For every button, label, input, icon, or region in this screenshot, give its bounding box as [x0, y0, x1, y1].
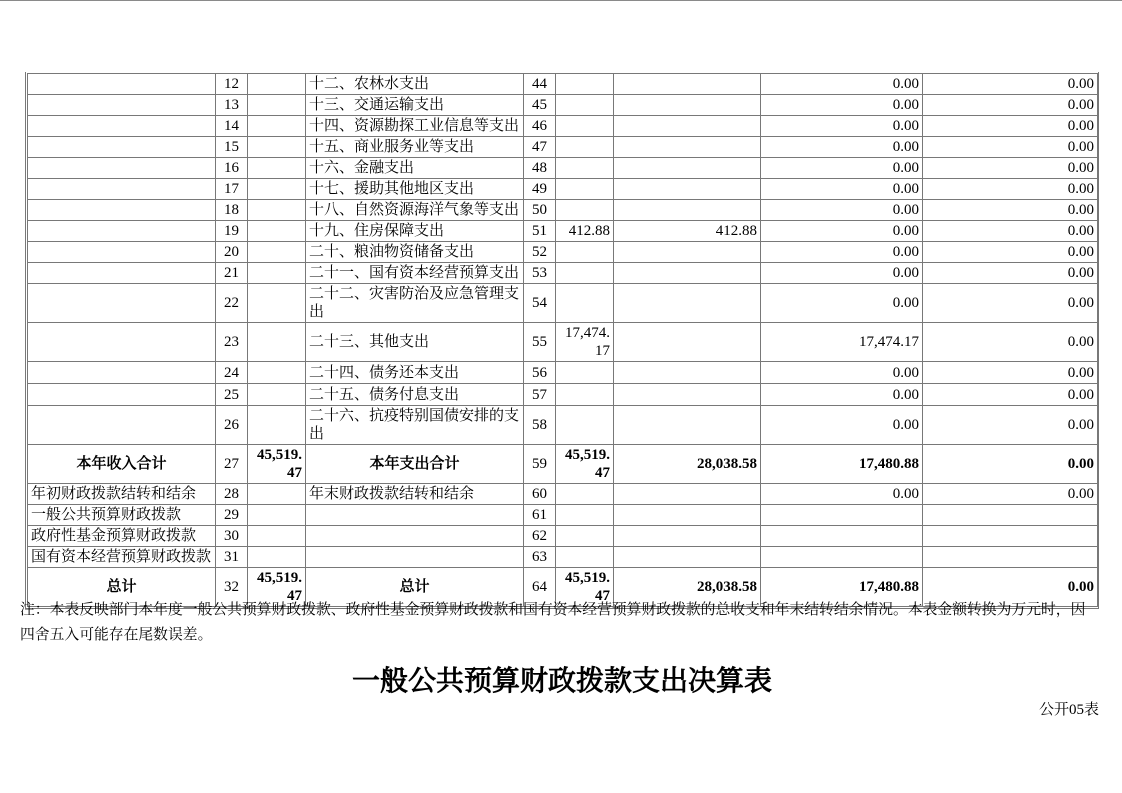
income-name-cell: 年初财政拨款结转和结余 [28, 484, 216, 505]
amount-total-cell [556, 263, 614, 284]
income-amount-cell [248, 362, 306, 384]
amount-total-cell [556, 526, 614, 547]
income-amount-cell [248, 179, 306, 200]
amount-col3-cell: 0.00 [761, 179, 923, 200]
amount-total-cell [556, 179, 614, 200]
income-amount-cell [248, 384, 306, 406]
amount-col2-cell [614, 116, 761, 137]
amount-col3-cell: 17,480.88 [761, 568, 923, 607]
amount-col2-cell [614, 137, 761, 158]
amount-col2-cell [614, 406, 761, 445]
income-name-cell [28, 362, 216, 384]
amount-col2-cell [614, 95, 761, 116]
income-name-cell: 本年收入合计 [28, 445, 216, 484]
expense-line-cell: 47 [524, 137, 556, 158]
amount-col4-cell: 0.00 [923, 242, 1098, 263]
expense-name-cell [306, 505, 524, 526]
expense-name-cell: 十二、农林水支出 [306, 74, 524, 95]
expense-line-cell: 50 [524, 200, 556, 221]
income-line-cell: 26 [216, 406, 248, 445]
amount-col2-cell [614, 547, 761, 568]
amount-col3-cell: 0.00 [761, 263, 923, 284]
amount-col2-cell [614, 323, 761, 362]
income-name-cell [28, 263, 216, 284]
expense-name-cell: 十六、金融支出 [306, 158, 524, 179]
income-amount-cell: 45,519.47 [248, 445, 306, 484]
income-amount-cell [248, 158, 306, 179]
income-name-cell [28, 242, 216, 263]
expense-name-cell: 十八、自然资源海洋气象等支出 [306, 200, 524, 221]
expense-name-cell: 十四、资源勘探工业信息等支出 [306, 116, 524, 137]
income-amount-cell [248, 284, 306, 323]
amount-col3-cell: 0.00 [761, 484, 923, 505]
income-amount-cell [248, 74, 306, 95]
table-row [28, 95, 1098, 116]
table-row [28, 526, 1098, 547]
income-amount-cell [248, 484, 306, 505]
income-name-cell [28, 323, 216, 362]
expense-line-cell: 63 [524, 547, 556, 568]
expense-name-cell: 总计 [306, 568, 524, 607]
budget-table-body [28, 74, 1098, 607]
expense-line-cell: 61 [524, 505, 556, 526]
amount-col2-cell [614, 74, 761, 95]
expense-line-cell: 48 [524, 158, 556, 179]
table-row [28, 547, 1098, 568]
income-name-cell: 一般公共预算财政拨款 [28, 505, 216, 526]
amount-col3-cell: 0.00 [761, 242, 923, 263]
amount-col2-cell: 28,038.58 [614, 568, 761, 607]
table-row [28, 384, 1098, 406]
amount-col4-cell: 0.00 [923, 95, 1098, 116]
income-name-cell [28, 158, 216, 179]
amount-col4-cell [923, 547, 1098, 568]
expense-line-cell: 52 [524, 242, 556, 263]
table-row [28, 505, 1098, 526]
income-amount-cell: 45,519.47 [248, 568, 306, 607]
budget-summary-table [27, 73, 1098, 607]
next-table-title: 一般公共预算财政拨款支出决算表 [351, 666, 772, 697]
table-row [28, 116, 1098, 137]
expense-name-cell: 十九、住房保障支出 [306, 221, 524, 242]
expense-name-cell: 二十六、抗疫特别国债安排的支出 [306, 406, 524, 445]
amount-col2-cell [614, 384, 761, 406]
expense-line-cell: 60 [524, 484, 556, 505]
table-row [28, 179, 1098, 200]
income-line-cell: 32 [216, 568, 248, 607]
amount-col4-cell: 0.00 [923, 179, 1098, 200]
income-line-cell: 16 [216, 158, 248, 179]
amount-col3-cell: 0.00 [761, 74, 923, 95]
amount-col3-cell [761, 547, 923, 568]
expense-name-cell: 二十一、国有资本经营预算支出 [306, 263, 524, 284]
amount-col4-cell: 0.00 [923, 284, 1098, 323]
income-amount-cell [248, 116, 306, 137]
amount-col2-cell: 412.88 [614, 221, 761, 242]
amount-col2-cell [614, 242, 761, 263]
amount-col3-cell [761, 526, 923, 547]
amount-col3-cell: 0.00 [761, 95, 923, 116]
amount-col2-cell [614, 362, 761, 384]
amount-col3-cell: 17,474.17 [761, 323, 923, 362]
income-name-cell: 总计 [28, 568, 216, 607]
amount-total-cell [556, 547, 614, 568]
expense-name-cell: 二十三、其他支出 [306, 323, 524, 362]
income-name-cell [28, 116, 216, 137]
amount-col3-cell: 0.00 [761, 158, 923, 179]
table-row [28, 323, 1098, 362]
amount-col3-cell: 0.00 [761, 284, 923, 323]
expense-name-cell: 二十、粮油物资储备支出 [306, 242, 524, 263]
table-row [28, 74, 1098, 95]
amount-col3-cell: 0.00 [761, 384, 923, 406]
amount-col3-cell [761, 505, 923, 526]
table-row [28, 362, 1098, 384]
income-name-cell: 政府性基金预算财政拨款 [28, 526, 216, 547]
income-name-cell [28, 384, 216, 406]
expense-line-cell: 54 [524, 284, 556, 323]
income-amount-cell [248, 406, 306, 445]
amount-total-cell [556, 242, 614, 263]
income-line-cell: 13 [216, 95, 248, 116]
expense-line-cell: 64 [524, 568, 556, 607]
amount-total-cell: 45,519.47 [556, 568, 614, 607]
amount-col2-cell [614, 505, 761, 526]
income-name-cell [28, 221, 216, 242]
expense-name-cell [306, 526, 524, 547]
amount-col3-cell: 17,480.88 [761, 445, 923, 484]
amount-col2-cell [614, 158, 761, 179]
amount-col4-cell: 0.00 [923, 406, 1098, 445]
table-row [28, 221, 1098, 242]
amount-col4-cell: 0.00 [923, 323, 1098, 362]
amount-col3-cell: 0.00 [761, 200, 923, 221]
income-amount-cell [248, 200, 306, 221]
amount-col4-cell: 0.00 [923, 221, 1098, 242]
budget-table-outer-border [25, 72, 1099, 609]
expense-name-cell: 二十四、债务还本支出 [306, 362, 524, 384]
amount-col4-cell: 0.00 [923, 484, 1098, 505]
expense-name-cell: 年末财政拨款结转和结余 [306, 484, 524, 505]
amount-total-cell [556, 484, 614, 505]
amount-col4-cell: 0.00 [923, 445, 1098, 484]
table-row [28, 284, 1098, 323]
expense-line-cell: 44 [524, 74, 556, 95]
income-amount-cell [248, 505, 306, 526]
amount-col2-cell [614, 284, 761, 323]
income-name-cell [28, 406, 216, 445]
table-note: 注：本表反映部门本年度一般公共预算财政拨款、政府性基金预算财政拨款和国有资本经营预算财政拨款的总收支和年末结转结余情况。本表金额转换为万元时，因四舍五入可能存在尾数误差。 [20, 602, 1086, 643]
amount-col2-cell [614, 526, 761, 547]
income-amount-cell [248, 547, 306, 568]
table-row [28, 263, 1098, 284]
amount-total-cell [556, 384, 614, 406]
amount-total-cell [556, 158, 614, 179]
income-line-cell: 18 [216, 200, 248, 221]
expense-name-cell: 本年支出合计 [306, 445, 524, 484]
income-name-cell [28, 95, 216, 116]
income-amount-cell [248, 221, 306, 242]
income-name-cell [28, 137, 216, 158]
amount-col4-cell: 0.00 [923, 158, 1098, 179]
income-line-cell: 24 [216, 362, 248, 384]
income-line-cell: 28 [216, 484, 248, 505]
amount-col4-cell: 0.00 [923, 200, 1098, 221]
amount-col4-cell: 0.00 [923, 263, 1098, 284]
amount-col3-cell: 0.00 [761, 137, 923, 158]
amount-total-cell [556, 362, 614, 384]
income-amount-cell [248, 526, 306, 547]
amount-col4-cell: 0.00 [923, 362, 1098, 384]
amount-col3-cell: 0.00 [761, 362, 923, 384]
expense-name-cell [306, 547, 524, 568]
expense-line-cell: 55 [524, 323, 556, 362]
income-line-cell: 27 [216, 445, 248, 484]
table-row [28, 445, 1098, 484]
expense-name-cell: 二十五、债务付息支出 [306, 384, 524, 406]
income-name-cell [28, 284, 216, 323]
amount-col4-cell: 0.00 [923, 74, 1098, 95]
expense-line-cell: 62 [524, 526, 556, 547]
income-line-cell: 30 [216, 526, 248, 547]
income-line-cell: 19 [216, 221, 248, 242]
page-top-divider [0, 0, 1122, 1]
amount-col4-cell [923, 526, 1098, 547]
income-name-cell [28, 74, 216, 95]
expense-line-cell: 58 [524, 406, 556, 445]
amount-col4-cell [923, 505, 1098, 526]
expense-name-cell: 二十二、灾害防治及应急管理支出 [306, 284, 524, 323]
income-amount-cell [248, 95, 306, 116]
amount-total-cell [556, 137, 614, 158]
expense-line-cell: 59 [524, 445, 556, 484]
amount-total-cell [556, 505, 614, 526]
amount-total-cell: 45,519.47 [556, 445, 614, 484]
amount-total-cell [556, 406, 614, 445]
income-name-cell: 国有资本经营预算财政拨款 [28, 547, 216, 568]
amount-total-cell [556, 284, 614, 323]
income-name-cell [28, 200, 216, 221]
table-row [28, 137, 1098, 158]
expense-line-cell: 57 [524, 384, 556, 406]
expense-name-cell: 十三、交通运输支出 [306, 95, 524, 116]
amount-col2-cell [614, 484, 761, 505]
amount-col2-cell [614, 179, 761, 200]
table-row [28, 158, 1098, 179]
income-line-cell: 22 [216, 284, 248, 323]
income-line-cell: 23 [216, 323, 248, 362]
income-line-cell: 14 [216, 116, 248, 137]
expense-name-cell: 十五、商业服务业等支出 [306, 137, 524, 158]
expense-name-cell: 十七、援助其他地区支出 [306, 179, 524, 200]
amount-col3-cell: 0.00 [761, 406, 923, 445]
income-line-cell: 29 [216, 505, 248, 526]
amount-col4-cell: 0.00 [923, 568, 1098, 607]
income-amount-cell [248, 137, 306, 158]
amount-total-cell: 412.88 [556, 221, 614, 242]
amount-col2-cell [614, 263, 761, 284]
expense-line-cell: 51 [524, 221, 556, 242]
income-line-cell: 31 [216, 547, 248, 568]
table-row [28, 484, 1098, 505]
amount-total-cell [556, 116, 614, 137]
income-line-cell: 15 [216, 137, 248, 158]
amount-total-cell: 17,474.17 [556, 323, 614, 362]
amount-col3-cell: 0.00 [761, 116, 923, 137]
income-line-cell: 20 [216, 242, 248, 263]
amount-total-cell [556, 200, 614, 221]
amount-total-cell [556, 74, 614, 95]
income-amount-cell [248, 242, 306, 263]
income-amount-cell [248, 323, 306, 362]
table-row [28, 242, 1098, 263]
income-line-cell: 21 [216, 263, 248, 284]
amount-col3-cell: 0.00 [761, 221, 923, 242]
expense-line-cell: 45 [524, 95, 556, 116]
amount-col4-cell: 0.00 [923, 116, 1098, 137]
expense-line-cell: 46 [524, 116, 556, 137]
table-row [28, 406, 1098, 445]
expense-line-cell: 53 [524, 263, 556, 284]
income-line-cell: 12 [216, 74, 248, 95]
amount-col2-cell [614, 200, 761, 221]
amount-total-cell [556, 95, 614, 116]
expense-line-cell: 49 [524, 179, 556, 200]
income-line-cell: 17 [216, 179, 248, 200]
income-line-cell: 25 [216, 384, 248, 406]
income-name-cell [28, 179, 216, 200]
expense-line-cell: 56 [524, 362, 556, 384]
income-amount-cell [248, 263, 306, 284]
amount-col2-cell: 28,038.58 [614, 445, 761, 484]
table-row [28, 200, 1098, 221]
amount-col4-cell: 0.00 [923, 384, 1098, 406]
amount-col4-cell: 0.00 [923, 137, 1098, 158]
table-code-label: 公开05表 [1038, 702, 1099, 718]
